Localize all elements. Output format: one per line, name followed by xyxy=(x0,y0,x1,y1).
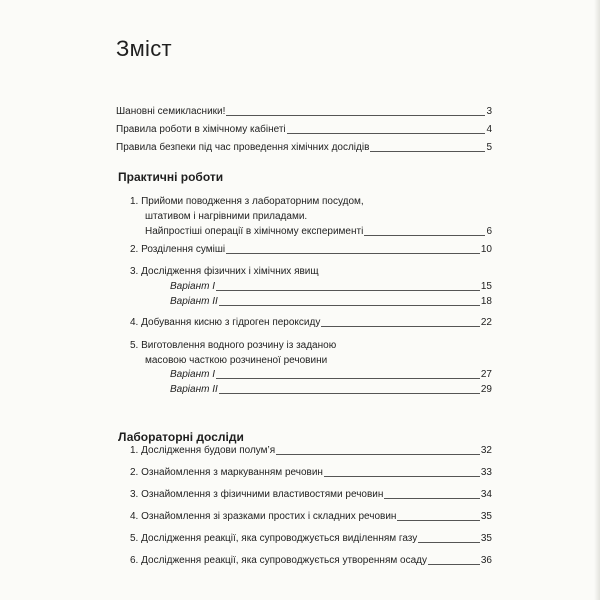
toc-entry xyxy=(130,531,492,545)
toc-entry-page: 33 xyxy=(480,467,492,478)
leader-line xyxy=(216,290,480,291)
toc-entry-page: 36 xyxy=(480,555,492,566)
toc-entry xyxy=(130,487,492,501)
leader-line xyxy=(216,378,480,379)
leader-line xyxy=(364,235,485,236)
toc-entry xyxy=(116,122,492,136)
toc-entry-page: 18 xyxy=(480,296,492,307)
toc-entry-page: 29 xyxy=(480,384,492,395)
toc-entry-page: 3 xyxy=(486,106,492,117)
leader-line xyxy=(370,151,485,152)
toc-entry-page: 34 xyxy=(480,489,492,500)
toc-entry xyxy=(130,242,492,256)
toc-entry-page: 6 xyxy=(486,226,492,237)
toc-entry xyxy=(145,224,492,238)
toc-entry-page: 27 xyxy=(480,369,492,380)
toc-subentry xyxy=(170,382,492,396)
toc-entry xyxy=(130,465,492,479)
section-heading-lab: Лабораторні досліди xyxy=(118,430,244,444)
toc-entry xyxy=(130,443,492,457)
toc-entry-label: Правила роботи в хімічному кабінеті xyxy=(116,124,286,135)
section-heading-practical: Практичні роботи xyxy=(118,170,224,184)
toc-entry-label: 3. Дослідження фізичних і хімічних явищ xyxy=(130,266,319,277)
toc-entry-label: 4. Добування кисню з гідроген пероксиду xyxy=(130,317,321,328)
page-edge-shadow xyxy=(594,0,600,600)
toc-entry-label: 2. Ознайомлення з маркуванням речовин xyxy=(130,467,323,478)
toc-subentry-label: Варіант І xyxy=(170,369,215,380)
leader-line xyxy=(226,115,485,116)
toc-entry-page: 10 xyxy=(480,244,492,255)
toc-entry-label: 6. Дослідження реакції, яка супроводжується утворенням осаду xyxy=(130,555,427,566)
toc-entry xyxy=(116,104,492,118)
toc-entry-label: 1. Прийоми поводження з лабораторним посудом, xyxy=(130,196,364,207)
toc-entry xyxy=(116,140,492,154)
toc-entry xyxy=(130,553,492,567)
toc-entry-label-cont: штативом і нагрівними приладами. xyxy=(145,211,308,222)
toc-entry-label: 5. Виготовлення водного розчину із заданою xyxy=(130,340,337,351)
toc-entry-label: 1. Дослідження будови полум’я xyxy=(130,445,276,456)
leader-line xyxy=(219,305,480,306)
toc-entry-label: 2. Розділення суміші xyxy=(130,244,226,255)
toc-entry xyxy=(130,315,492,329)
page-title: Зміст xyxy=(116,36,172,61)
leader-line xyxy=(324,476,480,477)
toc-entry-label: Шановні семикласники! xyxy=(116,106,226,117)
toc-subentry xyxy=(170,367,492,381)
toc-entry-page: 35 xyxy=(480,533,492,544)
leader-line xyxy=(287,133,486,134)
toc-entry xyxy=(130,509,492,523)
leader-line xyxy=(384,498,479,499)
toc-entry-page: 15 xyxy=(480,281,492,292)
toc-entry-page: 5 xyxy=(486,142,492,153)
leader-line xyxy=(428,564,480,565)
leader-line xyxy=(226,253,480,254)
toc-subentry-label: Варіант І xyxy=(170,281,215,292)
leader-line xyxy=(397,520,479,521)
toc-subentry-label: Варіант ІІ xyxy=(170,384,218,395)
toc-subentry xyxy=(170,279,492,293)
leader-line xyxy=(219,393,480,394)
toc-entry-page: 32 xyxy=(480,445,492,456)
toc-subentry-label: Варіант ІІ xyxy=(170,296,218,307)
leader-line xyxy=(418,542,480,543)
toc-entry-label: Правила безпеки під час проведення хімічних дослідів xyxy=(116,142,370,153)
toc-entry-label-cont: Найпростіші операції в хімічному експерименті xyxy=(145,226,364,237)
toc-entry-page: 22 xyxy=(480,317,492,328)
leader-line xyxy=(321,326,480,327)
toc-subentry xyxy=(170,294,492,308)
toc-entry-page: 4 xyxy=(486,124,492,135)
toc-entry-label: 4. Ознайомлення зі зразками простих і складних речовин xyxy=(130,511,397,522)
toc-entry-page: 35 xyxy=(480,511,492,522)
toc-entry-label: 5. Дослідження реакції, яка супроводжується виділенням газу xyxy=(130,533,418,544)
toc-entry-label-cont: масовою часткою розчиненої речовини xyxy=(145,355,328,366)
leader-line xyxy=(276,454,480,455)
toc-entry-label: 3. Ознайомлення з фізичними властивостями речовин xyxy=(130,489,384,500)
